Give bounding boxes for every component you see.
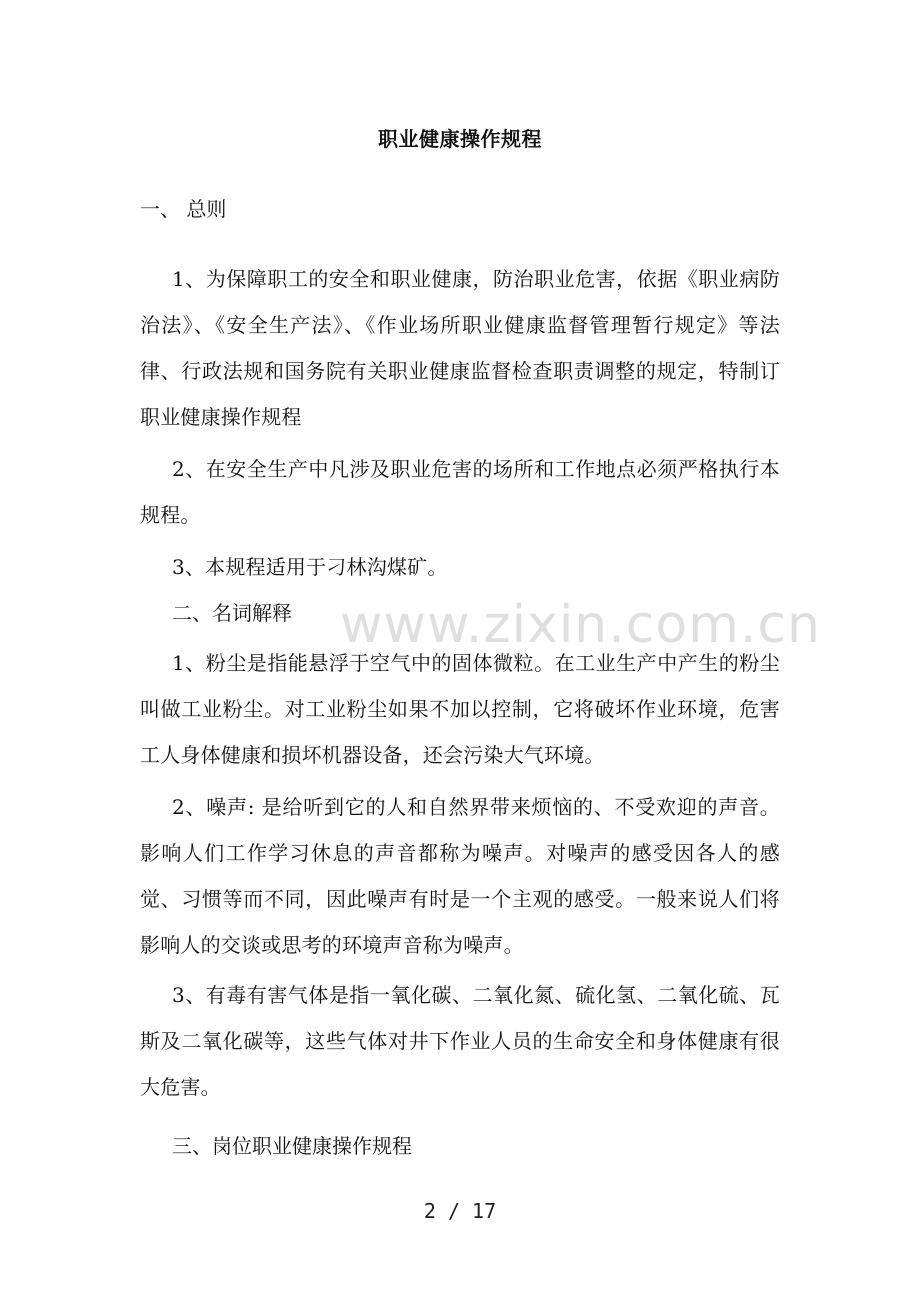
paragraph-general-1: 1、为保障职工的安全和职业健康，防治职业危害，依据《职业病防治法》、《安全生产法》、《作业场所职业健康监督管理暂行规定》等法律、行政法规和国务院有关职业健康监督检查职责调整的规定，特制订职业健康操作规程: [140, 267, 780, 429]
section-heading-general: 一、 总则: [140, 197, 227, 221]
paragraph-definitions-1: 1、粉尘是指能悬浮于空气中的固体微粒。在工业生产中产生的粉尘叫做工业粉尘。对工业粉尘如果不加以控制，它将破坏作业环境，危害工人身体健康和损坏机器设备，还会污染大气环境。: [140, 651, 780, 767]
section-heading-procedures: 三、岗位职业健康操作规程: [172, 1134, 412, 1158]
paragraph-definitions-2: 2、噪声: 是给听到它的人和自然界带来烦恼的、不受欢迎的声音。影响人们工作学习休息的声音都称为噪声。对噪声的感受因各人的感觉、习惯等而不同，因此噪声有时是一个主观的感受。一般来说人们将影响人的交谈或思考的环境声音称为噪声。: [140, 795, 780, 957]
paragraph-definitions-3: 3、有毒有害气体是指一氧化碳、二氧化氮、硫化氢、二氧化硫、瓦斯及二氧化碳等，这些气体对井下作业人员的生命安全和身体健康有很大危害。: [140, 983, 780, 1099]
page-number: 2 / 17: [423, 1199, 497, 1223]
watermark-text: www.zixin.com.cn: [340, 595, 821, 655]
paragraph-general-2: 2、在安全生产中凡涉及职业危害的场所和工作地点必须严格执行本规程。: [140, 457, 780, 527]
paragraph-general-3: 3、本规程适用于刁林沟煤矿。: [172, 555, 448, 579]
page-title: 职业健康操作规程: [378, 127, 542, 151]
section-heading-definitions: 二、名词解释: [172, 601, 292, 625]
